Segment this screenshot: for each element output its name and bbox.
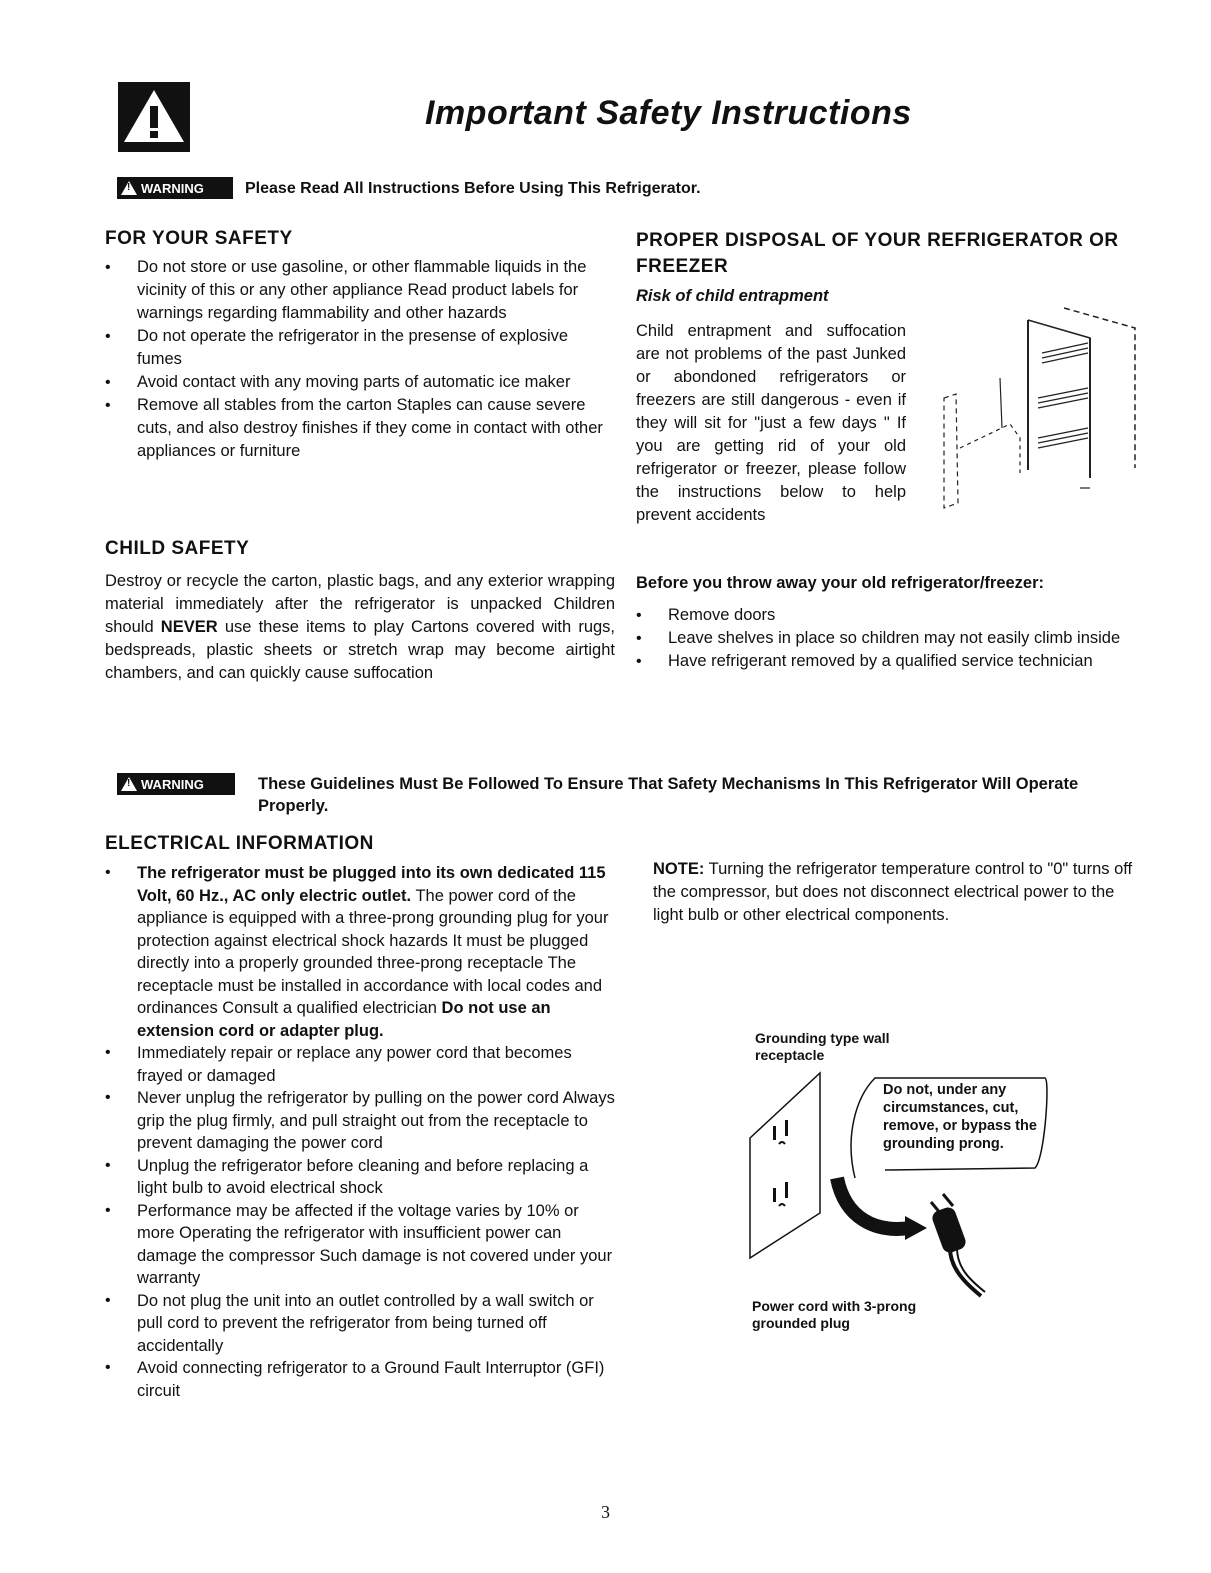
cord-label: Power cord with 3-prong grounded plug [752, 1298, 917, 1331]
warning-triangle-icon [118, 82, 190, 152]
warning-text: Please Read All Instructions Before Using This Refrigerator. [245, 180, 701, 197]
list-item: • Avoid contact with any moving parts of automatic ice maker [105, 371, 615, 394]
list-item: • Immediately repair or replace any power cord that becomes frayed or damaged [105, 1042, 615, 1087]
list-item: • Avoid connecting refrigerator to a Ground Fault Interruptor (GFI) circuit [105, 1357, 615, 1402]
list-item: • Do not plug the unit into an outlet controlled by a wall switch or pull cord to prevent the refrigerator from being turned off accidentally [105, 1290, 615, 1358]
electrical-heading: ELECTRICAL INFORMATION [105, 833, 374, 854]
list-item: • Remove all stables from the carton Staples can cause severe cuts, and also destroy finishes if they come in contact with other appliances or furniture [105, 394, 615, 463]
disposal-subheading: Risk of child entrapment [636, 287, 829, 305]
list-item: • Do not store or use gasoline, or other flammable liquids in the vicinity of this or any other appliance Read product labels for warnings regarding flammability and other hazards [105, 256, 615, 325]
electrical-list [105, 862, 615, 1402]
refrigerator-illustration [930, 298, 1145, 518]
disposal-text: Child entrapment and suffocation are not problems of the past Junked or abondoned refrigerators or freezers are still dangerous - even if they will sit for "just a few days " If you are getting rid of your old refrigerator or freezer, please follow the instructions below to help prevent accidents [636, 322, 906, 524]
before-throw-heading: Before you throw away your old refrigerator/freezer: [636, 574, 1045, 592]
page-title: Important Safety Instructions [425, 94, 912, 132]
before-throw-list [636, 604, 1156, 673]
disposal-heading: PROPER DISPOSAL OF YOUR REFRIGERATOR OR FREEZER [636, 230, 1119, 277]
receptacle-label: Grounding type wall receptacle [755, 1030, 890, 1063]
list-item: • The refrigerator must be plugged into its own dedicated 115 Volt, 60 Hz., AC only electric outlet. The power cord of the appliance is equipped with a three-prong grounding plug for your protection against electrical shock hazards It must be plugged directly into a properly grounded three-prong receptacle The receptacle must be installed in accordance with local codes and ordinances Consult a qualified electrician Do not use an extension cord or adapter plug. [105, 862, 615, 1042]
list-item: • Do not operate the refrigerator in the presense of explosive fumes [105, 325, 615, 371]
alert-icon [121, 777, 137, 791]
list-item: • Have refrigerant removed by a qualified service technician [636, 650, 1156, 673]
alert-icon [121, 181, 137, 195]
child-safety-heading: CHILD SAFETY [105, 538, 250, 559]
safety-list [105, 256, 615, 463]
list-item: • Performance may be affected if the voltage varies by 10% or more Operating the refrigerator with insufficient power can damage the compressor Such damage is not covered under your warranty [105, 1200, 615, 1290]
note-text: NOTE: Turning the refrigerator temperature control to "0" turns off the compressor, but does not disconnect electrical power to the light bulb or other electrical components. [653, 860, 1133, 924]
list-item: • Leave shelves in place so children may not easily climb inside [636, 627, 1156, 650]
list-item: • Never unplug the refrigerator by pulling on the power cord Always grip the plug firmly, and pull straight out from the receptacle to prevent damaging the power cord [105, 1087, 615, 1155]
callout-text: Do not, under any circumstances, cut, remove, or bypass the grounding prong. [883, 1082, 1037, 1152]
safety-heading: FOR YOUR SAFETY [105, 228, 293, 249]
child-safety-text: Destroy or recycle the carton, plastic bags, and any exterior wrapping material immediately after the refrigerator is unpacked Children should NEVER use these items to play Cartons covered with rugs, bedspreads, plastic sheets or stretch wrap may become airtight chambers, and can quickly cause suffocation [105, 572, 616, 682]
warning-badge: ! WARNING [117, 773, 235, 795]
warning-guidelines-text: These Guidelines Must Be Followed To Ensure That Safety Mechanisms In This Refrigerator Will Operate Properly. [258, 775, 1079, 815]
page-number: 3 [601, 1502, 610, 1522]
list-item: • Remove doors [636, 604, 1156, 627]
warning-badge: ! WARNING [117, 177, 233, 199]
list-item: • Unplug the refrigerator before cleaning and before replacing a light bulb to avoid electrical shock [105, 1155, 615, 1200]
